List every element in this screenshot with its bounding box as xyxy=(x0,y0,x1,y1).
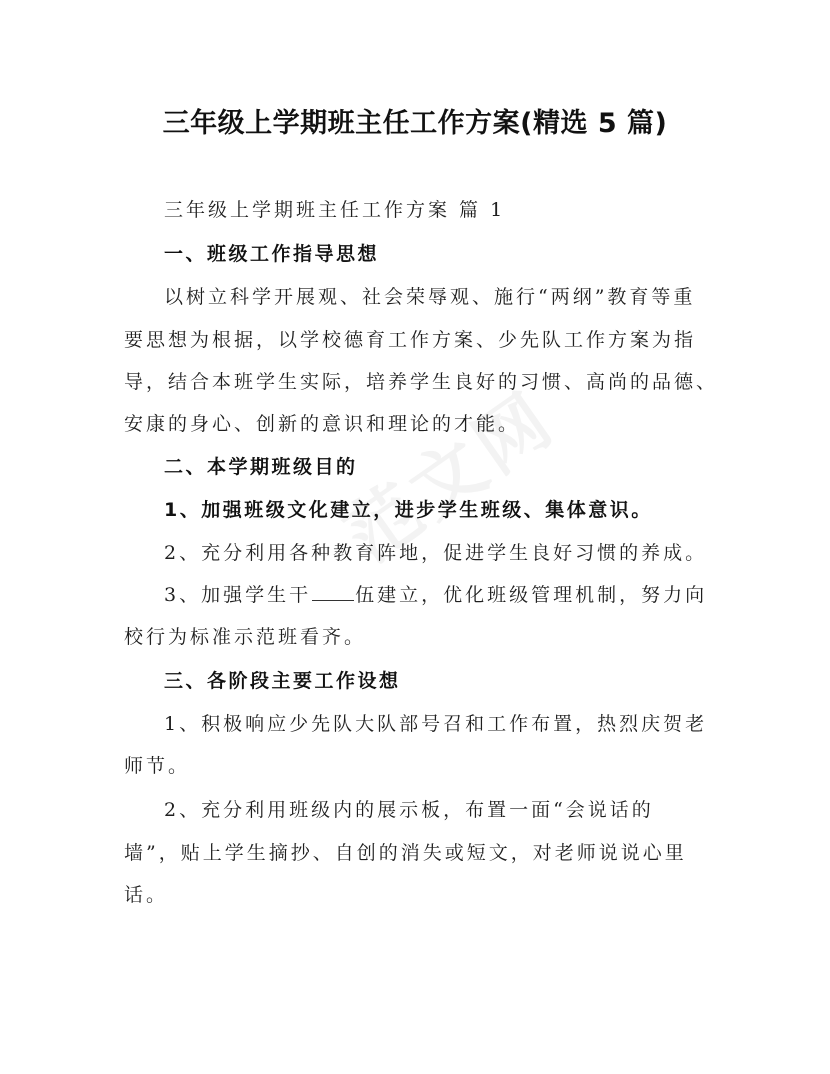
goal-item-2: 2、充分利用各种教育阵地，促进学生良好习惯的养成。 xyxy=(164,542,708,564)
paragraph-line: 安康的身心、创新的意识和理论的才能。 xyxy=(124,413,521,435)
goal-item-1: 1、加强班级文化建立，进步学生班级、集体意识。 xyxy=(164,499,653,521)
plan-item-2-end: 话。 xyxy=(124,884,169,906)
heading-semester-goals: 二、本学期班级目的 xyxy=(164,456,358,478)
plan-item-1: 1、积极响应少先队大队部号召和工作布置，热烈庆贺老 xyxy=(164,713,708,735)
fill-in-blank xyxy=(312,582,354,601)
heading-stage-plans: 三、各阶段主要工作设想 xyxy=(164,670,401,692)
goal-item-3-part1: 3、加强学生干 xyxy=(164,584,312,606)
paragraph-line: 要思想为根据，以学校德育工作方案、少先队工作方案为指 xyxy=(124,329,697,351)
goal-item-3 xyxy=(164,581,707,609)
paragraph-line: 导，结合本班学生实际，培养学生良好的习惯、高尚的品德、 xyxy=(124,371,719,393)
section-label: 三年级上学期班主任工作方案 篇 1 xyxy=(164,199,506,221)
plan-item-2: 2、充分利用班级内的展示板，布置一面“会说话的 xyxy=(164,799,654,821)
plan-item-2-continued: 墙”，贴上学生摘抄、自创的消失或短文，对老师说说心里 xyxy=(124,842,687,864)
goal-item-3-continued: 校行为标准示范班看齐。 xyxy=(124,626,367,648)
heading-guiding-ideology: 一、班级工作指导思想 xyxy=(164,243,380,265)
paragraph-line: 以树立科学开展观、社会荣辱观、施行“两纲”教育等重 xyxy=(164,286,696,308)
goal-item-3-part2: 伍建立，优化班级管理机制，努力向 xyxy=(355,584,708,606)
plan-item-1-continued: 师节。 xyxy=(124,755,191,777)
document-title: 三年级上学期班主任工作方案(精选 5 篇) xyxy=(162,108,668,139)
